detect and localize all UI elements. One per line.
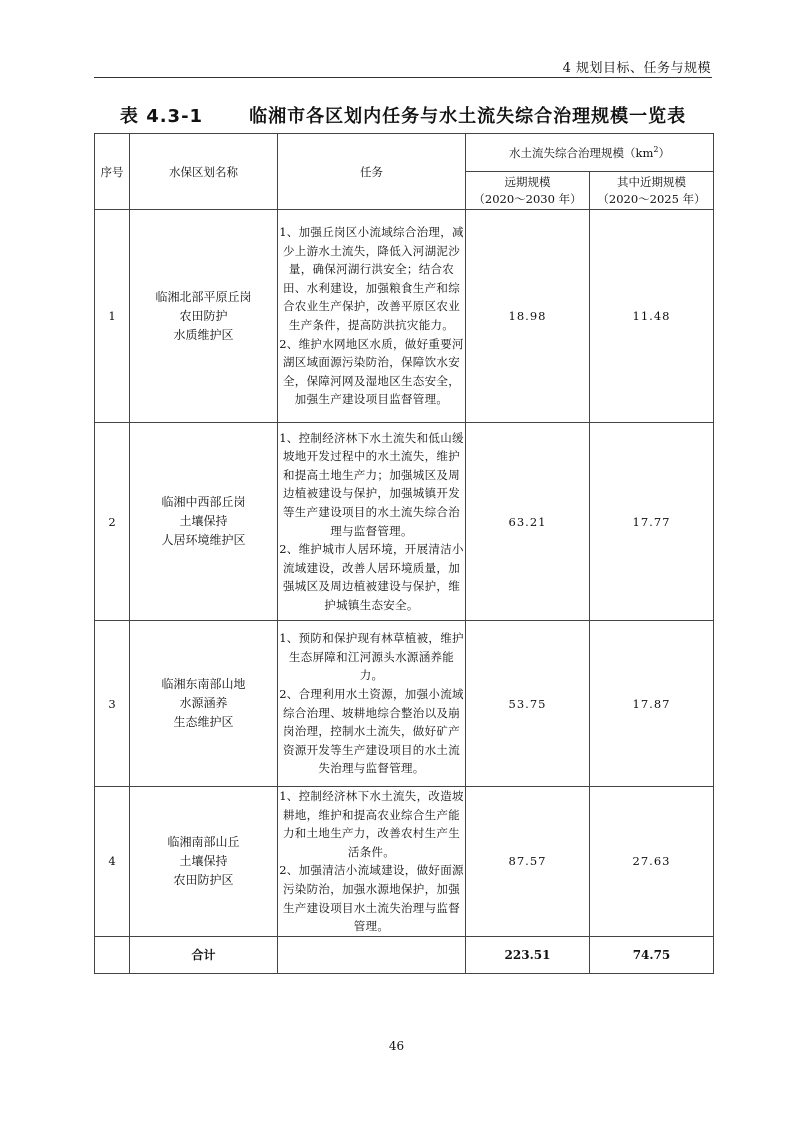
zone-line: 土壤保持 <box>179 853 228 868</box>
total-seq-empty <box>95 936 130 973</box>
table-row <box>95 210 714 423</box>
row-zone <box>130 210 278 423</box>
row-near-term: 17.87 <box>590 621 714 787</box>
row-task <box>278 423 466 621</box>
near-term-label: 其中近期规模 <box>617 174 686 189</box>
task-item: 1、预防和保护现有林草植被，维护生态屏障和江河源头水源涵养能力。 <box>279 631 464 683</box>
header-row-1 <box>95 134 714 172</box>
task-item: 2、合理利用水土资源，加强小流域综合治理、坡耕地综合整治以及崩岗治理，控制水土流失，做好矿产资源开发等生产建设项目的水土流失治理与监督管理。 <box>279 686 464 776</box>
col-header-seq: 序号 <box>95 134 130 210</box>
governance-scale-table <box>94 133 714 974</box>
total-near-term: 74.75 <box>590 936 714 973</box>
row-long-term: 63.21 <box>466 423 590 621</box>
task-item: 1、加强丘岗区小流域综合治理，减少上游水土流失，降低入河湖泥沙量，确保河湖行洪安全；结合农田、水利建设，加强粮食生产和综合农业生产保护，改善平原区农业生产条件，提高防洪抗灾能力。 <box>279 225 464 332</box>
row-near-term: 27.63 <box>590 787 714 937</box>
row-seq: 2 <box>95 423 130 621</box>
row-near-term: 17.77 <box>590 423 714 621</box>
near-term-range: （2020～2025 年） <box>597 191 706 206</box>
zone-line: 土壤保持 <box>179 514 228 528</box>
col-header-zone: 水保区划名称 <box>130 134 278 210</box>
table-row <box>95 787 714 937</box>
total-long-term: 223.51 <box>466 936 590 973</box>
row-seq: 1 <box>95 210 130 423</box>
row-task <box>278 210 466 423</box>
task-item: 2、维护城市人居环境，开展清洁小流域建设，改善人居环境质量，加强城区及周边植被建设与保护，维护城镇生态安全。 <box>279 542 464 612</box>
table-number: 表 4.3-1 <box>119 106 204 127</box>
zone-line: 临湘北部平原丘岗 <box>155 289 252 304</box>
task-item: 1、控制经济林下水土流失和低山缓坡地开发过程中的水土流失，维护和提高土地生产力；加强城区及周边植被建设与保护，加强城镇开发等生产建设项目的水土流失综合治理与监督管理。 <box>279 430 464 538</box>
zone-line: 生态维护区 <box>173 715 234 729</box>
table-title-text: 临湘市各区划内任务与水土流失综合治理规模一览表 <box>249 106 687 127</box>
scale-group-label: 水土流失综合治理规模（km <box>509 145 654 160</box>
row-zone <box>130 621 278 787</box>
col-header-task: 任务 <box>278 134 466 210</box>
col-header-long-term <box>466 172 590 210</box>
task-item: 2、维护水网地区水质，做好重要河湖区域面源污染防治，保障饮水安全，保障河网及湿地区生态安全，加强生产建设项目监督管理。 <box>279 336 464 407</box>
row-long-term: 87.57 <box>466 787 590 937</box>
zone-line: 水源涵养 <box>179 696 228 710</box>
header-rule <box>94 77 712 78</box>
row-seq: 4 <box>95 787 130 937</box>
zone-line: 水质维护区 <box>173 327 234 342</box>
row-task <box>278 621 466 787</box>
row-long-term: 53.75 <box>466 621 590 787</box>
task-item: 1、控制经济林下水土流失，改造坡耕地，维护和提高农业综合生产能力和土地生产力，改善农村生产生活条件。 <box>279 789 464 859</box>
total-task-empty <box>278 936 466 973</box>
table-title <box>94 102 712 128</box>
running-header: 4 规划目标、任务与规模 <box>562 61 711 76</box>
row-task <box>278 787 466 937</box>
zone-line: 农田防护区 <box>173 872 234 887</box>
table-row <box>95 423 714 621</box>
row-long-term: 18.98 <box>466 210 590 423</box>
row-zone <box>130 423 278 621</box>
long-term-range: （2020～2030 年） <box>473 191 582 206</box>
scale-group-close: ） <box>658 145 670 160</box>
total-row <box>95 936 714 973</box>
row-zone <box>130 787 278 937</box>
zone-line: 临湘南部山丘 <box>167 834 240 849</box>
zone-line: 临湘中西部丘岗 <box>161 495 246 509</box>
zone-line: 临湘东南部山地 <box>161 677 246 691</box>
col-header-near-term <box>590 172 714 210</box>
task-item: 2、加强清洁小流域建设，做好面源污染防治，加强水源地保护，加强生产建设项目水土流失治理与监督管理。 <box>279 863 464 934</box>
long-term-label: 远期规模 <box>504 174 551 189</box>
zone-line: 人居环境维护区 <box>161 533 246 547</box>
page-number: 46 <box>388 1039 405 1053</box>
row-near-term: 11.48 <box>590 210 714 423</box>
col-header-scale-group <box>466 134 714 172</box>
table-row <box>95 621 714 787</box>
total-label: 合计 <box>130 936 278 973</box>
row-seq: 3 <box>95 621 130 787</box>
scale-unit-sup: 2 <box>653 144 659 154</box>
zone-line: 农田防护 <box>179 308 228 323</box>
